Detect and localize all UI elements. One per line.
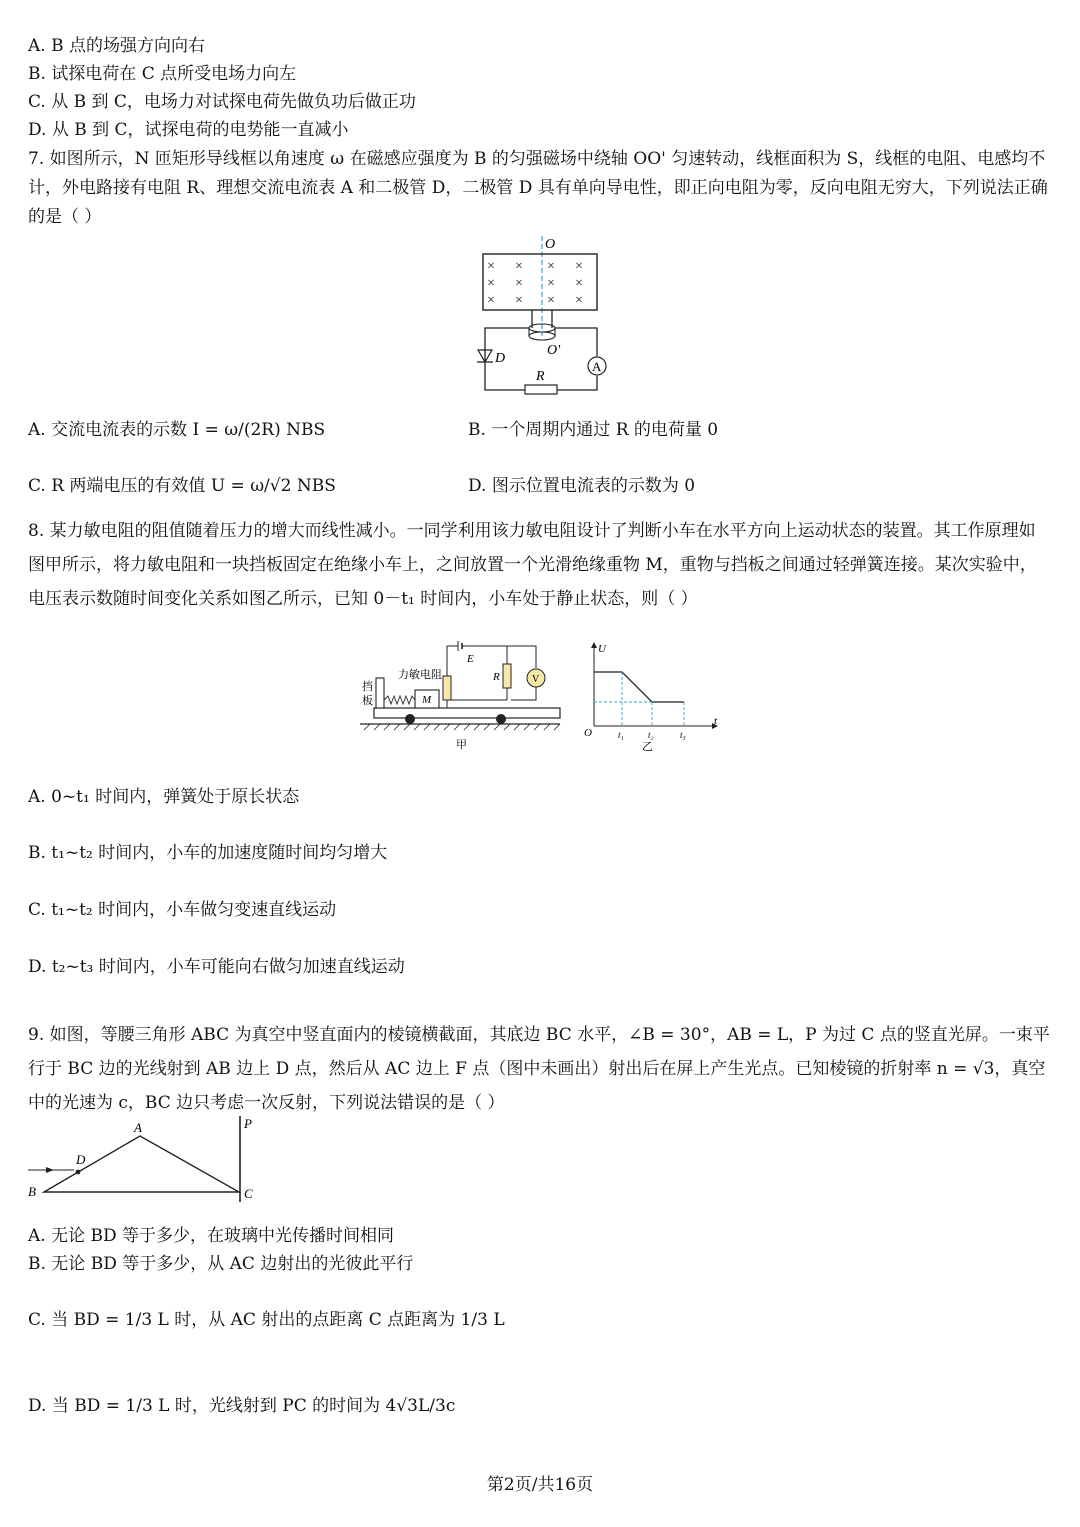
q9-option-b: B. 无论 BD 等于多少，从 AC 边射出的光彼此平行: [28, 1254, 414, 1274]
q8-stem: 8. 某力敏电阻的阻值随着压力的增大而线性减小。一同学利用该力敏电阻设计了判断小车在水平方向上运动状态的装置。其工作原理如图甲所示，将力敏电阻和一块挡板固定在绝缘小车上，之间放置一个光滑绝缘重物 M，重物与挡板之间通过轻弹簧连接。某次实验中，电压表示数随时间变化关系如图乙所示，已知 0－t₁ 时间内，小车处于静止状态，则（ ）: [28, 521, 1037, 609]
q8-label-v: V: [532, 674, 540, 685]
q8-graph-label-t1: t₁: [618, 730, 624, 740]
q9-stem: 9. 如图，等腰三角形 ABC 为真空中竖直面内的棱镜横截面，其底边 BC 水平，∠B = 30°，AB = L，P 为过 C 点的竖直光屏。一束平行于 BC 边的光线射到 AB 边上 D 点，然后从 AC 边上 F 点（图中未画出）射出后在屏上产生光点。已知棱镜的折射率 n = √3，真空中的光速为 c，BC 边只考虑一次反射，下列说法错误的是（ ）: [28, 1025, 1050, 1113]
q8-option-d: D. t₂~t₃ 时间内，小车可能向右做匀加速直线运动: [28, 957, 405, 977]
svg-text:×: ×: [487, 293, 495, 308]
q6-option-c: C. 从 B 到 C，电场力对试探电荷先做负功后做正功: [28, 92, 416, 112]
q9-label-p: P: [244, 1116, 252, 1131]
q9-point-d: [76, 1170, 81, 1175]
svg-text:×: ×: [487, 276, 495, 291]
q8-voltage-curve: [594, 672, 684, 702]
q8-graph-label-o: O: [584, 727, 592, 739]
q7-option-b: B. 一个周期内通过 R 的电荷量 0: [468, 420, 719, 440]
svg-text:×: ×: [575, 276, 583, 291]
q9-option-d: D. 当 BD = 1/3 L 时，光线射到 PC 的时间为 4√3L/3c: [28, 1396, 456, 1416]
q7-magnetic-field-crosses: [487, 259, 583, 308]
svg-text:×: ×: [547, 276, 555, 291]
q8-graph-label-t2: t₂: [648, 730, 654, 740]
q8-figure-jia-apparatus: [360, 638, 570, 754]
svg-text:×: ×: [547, 259, 555, 274]
q8-wheel-left: [405, 714, 415, 724]
q8-spring: [384, 696, 415, 704]
q9-label-c: C: [244, 1186, 253, 1201]
q6-option-b: B. 试探电荷在 C 点所受电场力向左: [28, 64, 297, 84]
q7-label-r: R: [536, 369, 545, 384]
q8-label-yi: 乙: [642, 741, 653, 753]
q8-graph-label-u: U: [598, 643, 606, 655]
q8-label-m: M: [422, 694, 432, 706]
q8-label-e: E: [467, 653, 474, 665]
q8-force-sensitive-resistor: [443, 676, 451, 700]
q8-graph-label-t3: t₃: [680, 730, 686, 740]
q8-resistor-r: [503, 664, 511, 688]
q8-label-baffle-2: 板: [362, 695, 373, 707]
svg-text:×: ×: [515, 293, 523, 308]
q8-label-sensor: 力敏电阻: [398, 669, 442, 681]
q7-option-c: C. R 两端电压的有效值 U = ω/√2 NBS: [28, 476, 336, 496]
q7-figure-generator-circuit: [465, 232, 615, 400]
q9-figure-prism: [24, 1112, 274, 1204]
q9-label-a: A: [134, 1120, 142, 1135]
q8-label-r: R: [493, 671, 500, 683]
q9-label-b: B: [28, 1184, 36, 1199]
q7-option-a: A. 交流电流表的示数 I = ω/(2R) NBS: [28, 420, 326, 440]
page-footer: 第2页/共16页: [486, 1475, 594, 1495]
svg-text:×: ×: [515, 259, 523, 274]
q7-label-d: D: [495, 351, 506, 366]
q8-option-a: A. 0~t₁ 时间内，弹簧处于原长状态: [28, 787, 300, 807]
q7-resistor-r: [525, 385, 557, 394]
svg-text:×: ×: [487, 259, 495, 274]
q6-option-a: A. B 点的场强方向向右: [28, 36, 205, 56]
svg-text:×: ×: [575, 259, 583, 274]
svg-text:×: ×: [547, 293, 555, 308]
q8-wheel-right: [496, 714, 506, 724]
q7-label-o-prime: O': [547, 343, 561, 358]
q8-option-c: C. t₁~t₂ 时间内，小车做匀变速直线运动: [28, 900, 337, 920]
q7-label-o: O: [545, 237, 556, 252]
q9-triangle-abc: [44, 1136, 239, 1192]
q8-graph-label-t: t: [714, 715, 718, 727]
q8-option-b: B. t₁~t₂ 时间内，小车的加速度随时间均匀增大: [28, 843, 388, 863]
svg-text:×: ×: [575, 293, 583, 308]
q7-option-d: D. 图示位置电流表的示数为 0: [468, 476, 696, 496]
q9-option-c: C. 当 BD = 1/3 L 时，从 AC 射出的点距离 C 点距离为 1/3 L: [28, 1310, 505, 1330]
q6-option-d: D. 从 B 到 C，试探电荷的电势能一直减小: [28, 120, 349, 140]
q8-label-jia: 甲: [456, 739, 467, 751]
q8-cart-body: [374, 708, 560, 718]
q8-figure-yi-voltage-graph: [582, 640, 722, 754]
q8-label-baffle-1: 挡: [362, 681, 373, 693]
q7-stem: 7. 如图所示，N 匝矩形导线框以角速度 ω 在磁感应强度为 B 的匀强磁场中绕轴 OO' 匀速转动，线框面积为 S，线框的电阻、电感均不计，外电路接有电阻 R、理想交流电流表 A 和二极管 D，二极管 D 具有单向导电性，即正向电阻为零，反向电阻无穷大，下列说法正确的是（ ）: [28, 149, 1048, 227]
q9-option-a: A. 无论 BD 等于多少，在玻璃中光传播时间相同: [28, 1226, 395, 1246]
q9-label-d: D: [76, 1152, 86, 1167]
q8-baffle: [376, 678, 384, 708]
svg-text:×: ×: [515, 276, 523, 291]
q7-label-a: A: [592, 359, 602, 374]
